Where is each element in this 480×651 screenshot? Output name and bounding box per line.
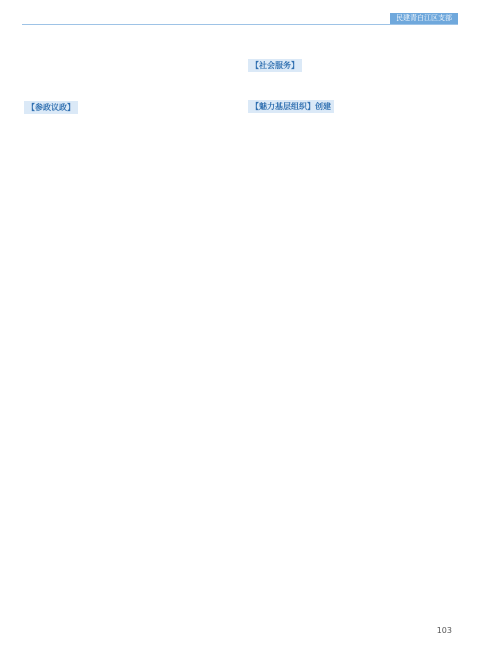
body-paragraph <box>248 32 458 47</box>
left-column <box>24 32 234 157</box>
body-paragraph <box>24 53 234 68</box>
page-number: 103 <box>436 626 452 635</box>
header-tab: 民建青白江区支部 <box>390 13 458 24</box>
body-paragraph <box>248 73 458 88</box>
header-rule <box>22 24 458 25</box>
section-heading-advice: 【参政议政】 <box>24 101 78 114</box>
section-heading-service: 【社会服务】 <box>248 59 302 72</box>
body-paragraph <box>24 74 234 89</box>
section-heading-organization: 【魅力基层组织】创建 <box>248 100 334 113</box>
body-paragraph <box>248 114 458 129</box>
right-column <box>248 32 458 135</box>
page-header <box>0 0 480 26</box>
body-paragraph <box>24 115 234 130</box>
body-paragraph <box>24 32 234 47</box>
body-paragraph <box>24 136 234 151</box>
